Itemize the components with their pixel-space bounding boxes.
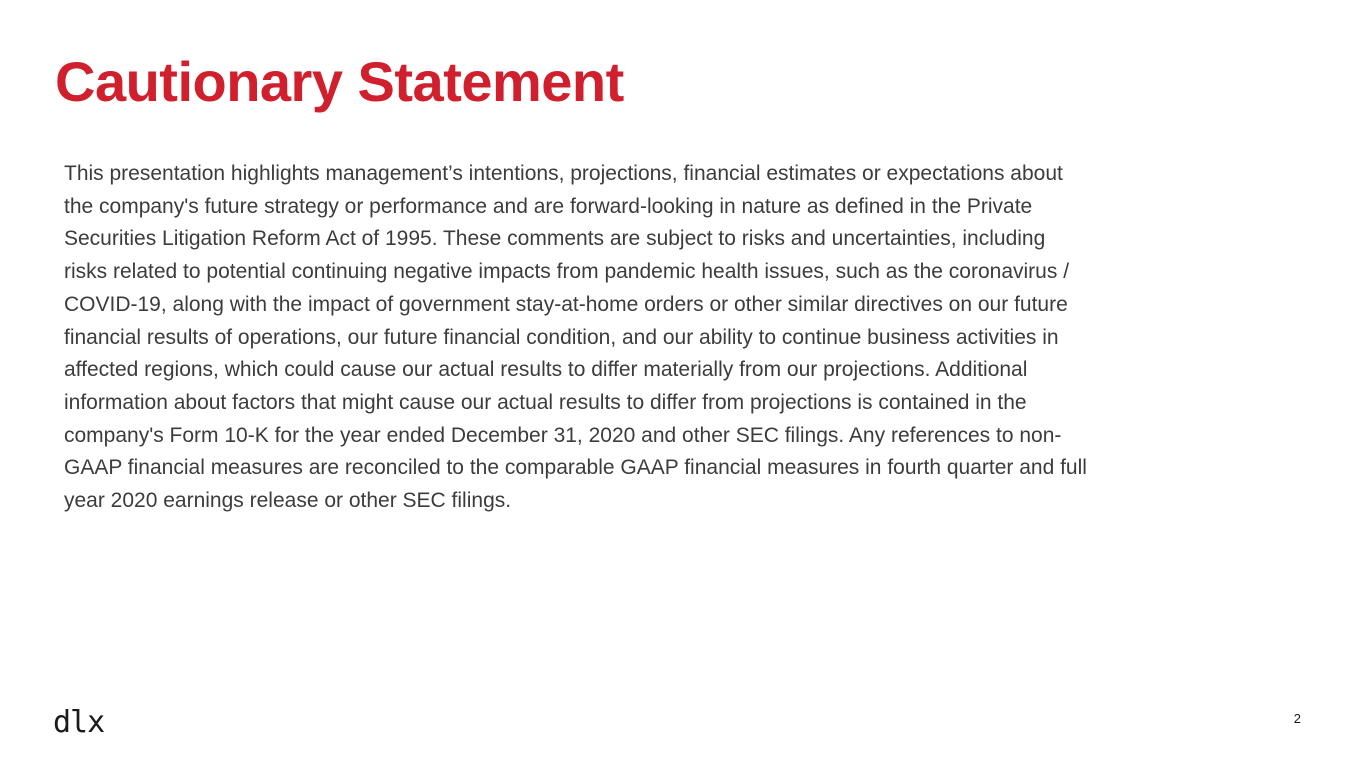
- page-number: 2: [1293, 711, 1301, 726]
- body-line: information about factors that might cause our actual results to differ from projections is contained in the: [64, 390, 1027, 414]
- body-line: the company's future strategy or performance and are forward-looking in nature as defined in the Private: [64, 194, 1033, 218]
- cautionary-statement-text: [64, 158, 1194, 518]
- body-line: GAAP financial measures are reconciled to the comparable GAAP financial measures in fourth quarter and full: [64, 456, 1087, 480]
- body-line: affected regions, which could cause our actual results to differ materially from our projections. Additional: [64, 358, 1028, 382]
- body-line: COVID-19, along with the impact of government stay-at-home orders or other similar directives on our future: [64, 292, 1068, 316]
- body-line: Securities Litigation Reform Act of 1995. These comments are subject to risks and uncertainties, including: [64, 227, 1046, 251]
- body-line: company's Form 10-K for the year ended December 31, 2020 and other SEC filings. Any references to non-: [64, 423, 1062, 447]
- body-line: financial results of operations, our future financial condition, and our ability to continue business activities in: [64, 325, 1059, 349]
- body-line: This presentation highlights management’s intentions, projections, financial estimates or expectations about: [64, 162, 1063, 185]
- dlx-logo: dlx: [53, 705, 105, 740]
- slide-title: Cautionary Statement: [55, 50, 624, 113]
- body-line: year 2020 earnings release or other SEC filings.: [64, 489, 512, 513]
- body-line: risks related to potential continuing negative impacts from pandemic health issues, such as the coronavirus /: [64, 260, 1070, 284]
